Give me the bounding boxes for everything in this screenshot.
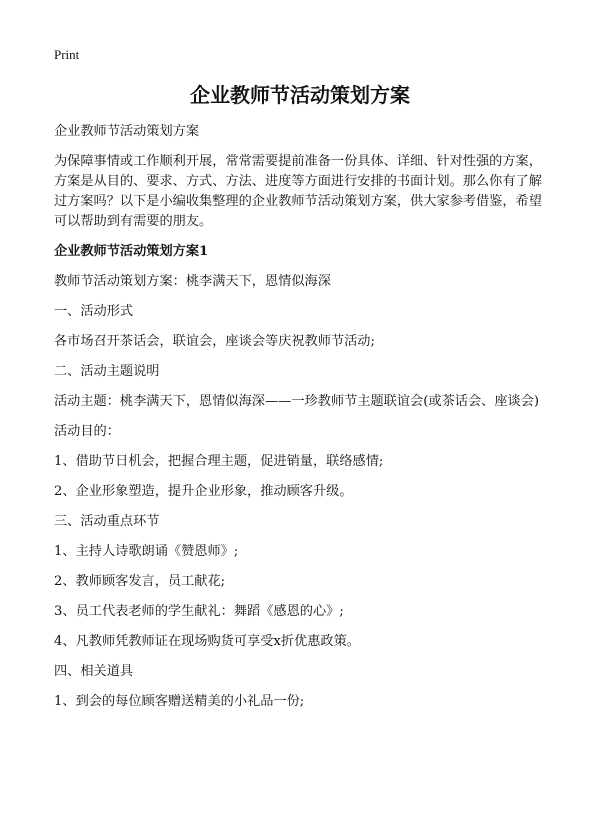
section-heading: 企业教师节活动策划方案1 — [54, 244, 209, 259]
subheading: 四、相关道具 — [54, 664, 134, 679]
paragraph: 活动主题：桃李满天下，恩情似海深——一珍教师节主题联谊会(或茶话会、座谈会) — [54, 394, 540, 409]
intro-paragraph: 为保障事情或工作顺利开展，常常需要提前准备一份具体、详细、针对性强的方案，方案是从目的、要求、方式、方法、进度等方面进行安排的书面计划。那么你有了解过方案吗？以下是小编收集整理的企业教师节活动策划方案，供大家参考借鉴，希望可以帮助到有需要的朋友。 — [54, 154, 542, 229]
subheading: 三、活动重点环节 — [54, 514, 160, 529]
page-title: 企业教师节活动策划方案 — [190, 83, 410, 107]
list-item: 2、教师顾客发言，员工献花; — [54, 574, 226, 589]
list-item: 2、企业形象塑造，提升企业形象，推动顾客升级。 — [54, 484, 353, 499]
subheading: 二、活动主题说明 — [54, 364, 160, 379]
list-item: 1、借助节日机会，把握合理主题，促进销量，联络感情; — [54, 454, 384, 469]
paragraph: 教师节活动策划方案：桃李满天下，恩情似海深 — [54, 274, 331, 289]
paragraph: 活动目的： — [54, 424, 120, 439]
list-item: 3、员工代表老师的学生献礼：舞蹈《感恩的心》; — [54, 604, 344, 619]
list-item: 1、主持人诗歌朗诵《赞恩师》; — [54, 544, 239, 559]
paragraph: 各市场召开茶话会，联谊会，座谈会等庆祝教师节活动; — [54, 334, 375, 349]
list-item: 4、凡教师凭教师证在现场购货可享受x折优惠政策。 — [54, 634, 360, 649]
list-item: 1、到会的每位顾客赠送精美的小礼品一份; — [54, 694, 305, 709]
print-link[interactable]: Print — [54, 47, 80, 62]
subheading: 一、活动形式 — [54, 304, 134, 319]
document-subtitle: 企业教师节活动策划方案 — [54, 124, 200, 139]
document-body — [54, 122, 548, 712]
